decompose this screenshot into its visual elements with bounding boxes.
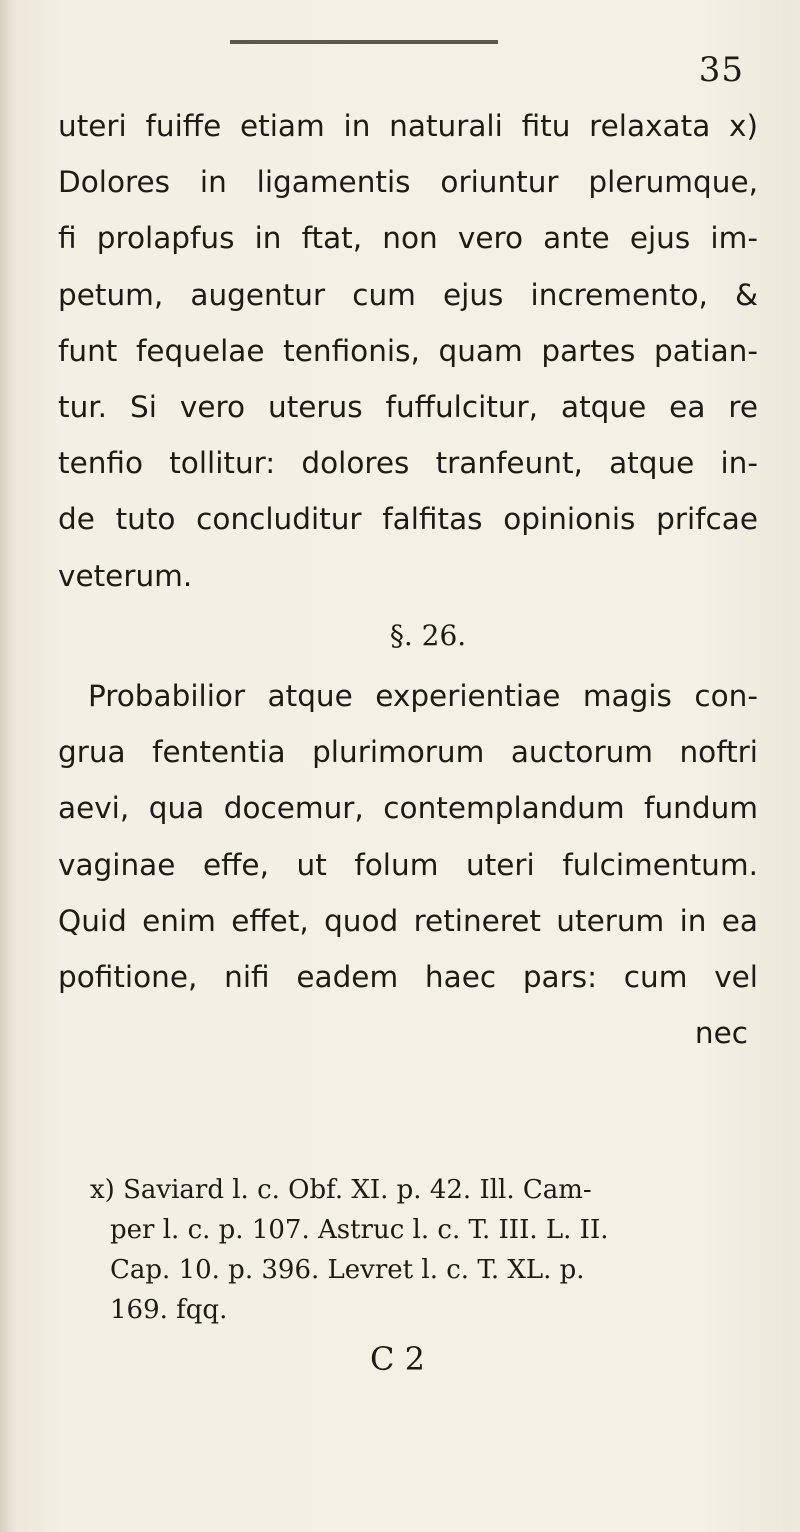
text-line: grua fententia plurimorum auctorum noftri — [58, 735, 758, 770]
text-line: Dolores in ligamentis oriuntur plerumque, — [58, 165, 758, 200]
text-line: veterum. — [58, 558, 193, 593]
text-line: uteri fuiffe etiam in naturali fitu relaxata x) — [58, 109, 758, 143]
text-line: funt fequelae tenfionis, quam partes patian- — [58, 333, 758, 368]
text-line: tenfio tollitur: dolores tranfeunt, atque in- — [58, 446, 758, 481]
footnote-line: x) Saviard l. c. Obf. XI. p. 42. Ill. Cam- — [90, 1175, 592, 1205]
text-line: tur. Si vero uterus fuffulcitur, atque ea re — [58, 390, 758, 425]
text-line: Probabilior atque experientiae magis con- — [88, 679, 758, 714]
text-line: vaginae effe, ut folum uteri fulcimentum. — [58, 847, 758, 882]
page-gutter — [0, 0, 14, 1532]
text-line: petum, augentur cum ejus incremento, & — [58, 277, 758, 312]
text-line: Quid enim effet, quod retineret uterum in ea — [58, 903, 758, 938]
text-line: de tuto concluditur falfitas opinionis prifcae — [58, 502, 758, 537]
text-line: aevi, qua docemur, contemplandum fundum — [58, 791, 758, 826]
page-number: 35 — [698, 50, 744, 90]
text-line: pofitione, nifi eadem haec pars: cum vel — [58, 960, 758, 995]
main-text — [58, 98, 758, 1061]
text-line: fi prolapfus in ftat, non vero ante ejus im- — [58, 221, 758, 256]
footnote-line: Cap. 10. p. 396. Levret l. c. T. XL. p. — [110, 1255, 585, 1285]
footnote-line: 169. fqq. — [110, 1295, 228, 1325]
signature-mark: C 2 — [370, 1340, 426, 1378]
footnote-line: per l. c. p. 107. Astruc l. c. T. III. L. II. — [110, 1215, 609, 1245]
section-heading: §. 26. — [389, 618, 467, 652]
header-rule — [230, 40, 498, 44]
catchword: nec — [694, 1016, 748, 1051]
footnote — [90, 1170, 750, 1330]
